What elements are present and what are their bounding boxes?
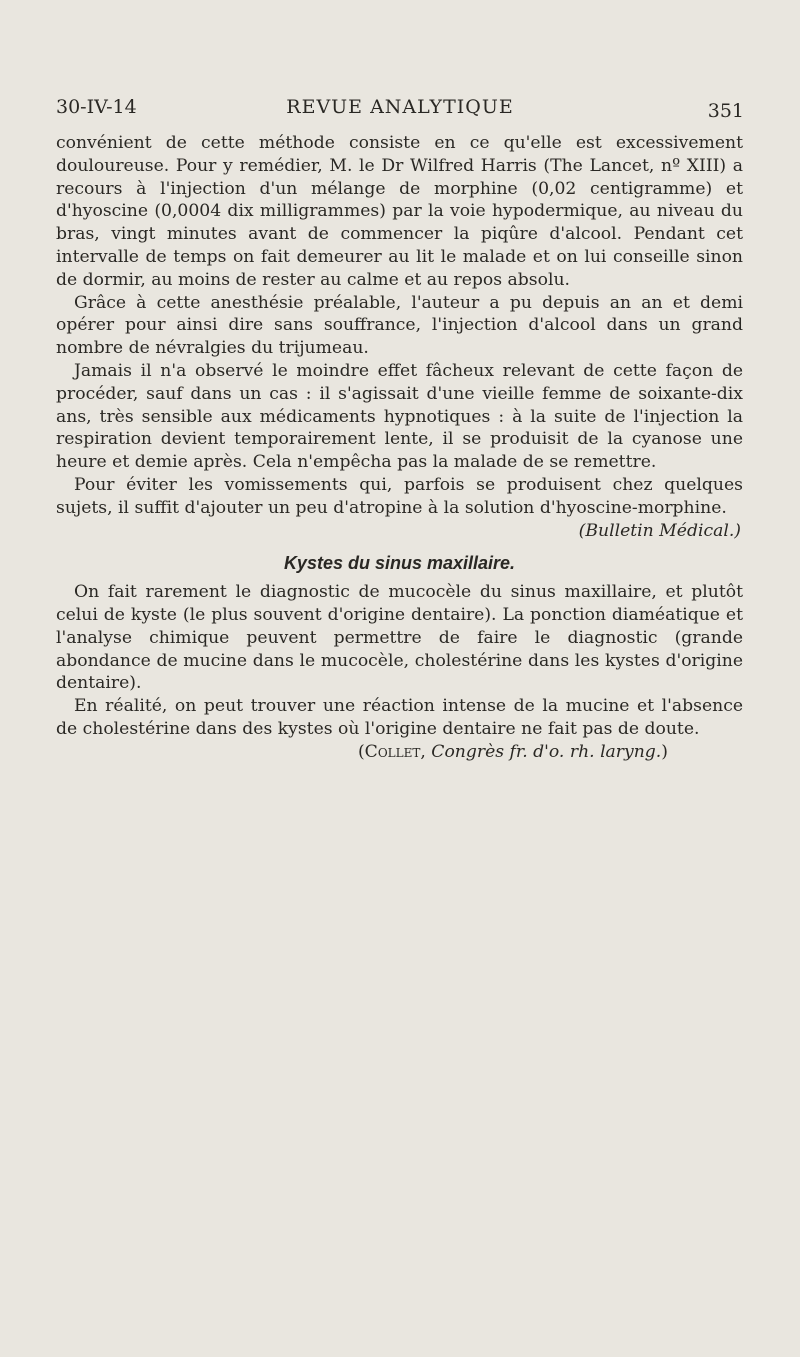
- article1-paragraph-1: convénient de cette méthode consiste en ce qu'elle est excessivement douloureuse. Pour y remédier, M. le Dr Wilfred Harris (The Lancet, nº XIII) a recours à l'injection d'un mélange de morphine (0,02 centigramme) et d'hyoscine (0,0004 dix milligrammes) par la voie hypodermique, au niveau du bras, vingt minutes avant de commencer la piqûre d'alcool. Pendant cet intervalle de temps on fait demeurer au lit le malade et on lui conseille sinon de dormir, au moins de rester au calme et au repos absolu.: [56, 133, 743, 290]
- article1-paragraph-2: Grâce à cette anesthésie préalable, l'auteur a pu depuis an an et demi opérer pour ainsi dire sans souffrance, l'injection d'alcool dans un grand nombre de névralgies du trijumeau.: [56, 292, 743, 359]
- page-body: [56, 132, 743, 764]
- article2-citation: (Collet, Congrès fr. d'o. rh. laryng.): [357, 741, 668, 762]
- page-number: 351: [707, 100, 744, 122]
- article2-paragraph-2: En réalité, on peut trouver une réaction intense de la mucine et l'absence de cholestérine dans des kystes où l'origine dentaire ne fait pas de doute.: [56, 696, 743, 739]
- article1-paragraph-3: Jamais il n'a observé le moindre effet fâcheux relevant de cette façon de procéder, sauf dans un cas : il s'agissait d'une vieille femme de soixante-dix ans, très sensible aux médicaments hypnotiques : à la suite de l'injection la respiration devient temporairement lente, il se produisit de la cyanose une heure et demie après. Cela n'empêcha pas la malade de se remettre.: [56, 360, 743, 473]
- running-header: [56, 96, 744, 126]
- header-date: 30-IV-14: [56, 96, 137, 118]
- citation-source: Congrès fr. d'o. rh. laryng.: [431, 741, 662, 762]
- article1-citation: (Bulletin Médical.): [578, 520, 741, 541]
- section-heading: Kystes du sinus maxillaire.: [283, 553, 516, 574]
- header-journal-title: REVUE ANALYTIQUE: [286, 96, 514, 118]
- article1-paragraph-4: Pour éviter les vomissements qui, parfois se produisent chez quelques sujets, il suffit d'ajouter un peu d'atropine à la solution d'hyoscine-morphine.: [56, 474, 743, 518]
- article2-paragraph-1: On fait rarement le diagnostic de mucocèle du sinus maxillaire, et plutôt celui de kyste (le plus souvent d'origine dentaire). La ponction diaméatique et l'analyse chimique peuvent permettre de faire le diagnostic (grande abondance de mucine dans le mucocèle, cholestérine dans les kystes d'origine dentaire).: [56, 582, 743, 694]
- citation-author: Collet,: [364, 741, 426, 762]
